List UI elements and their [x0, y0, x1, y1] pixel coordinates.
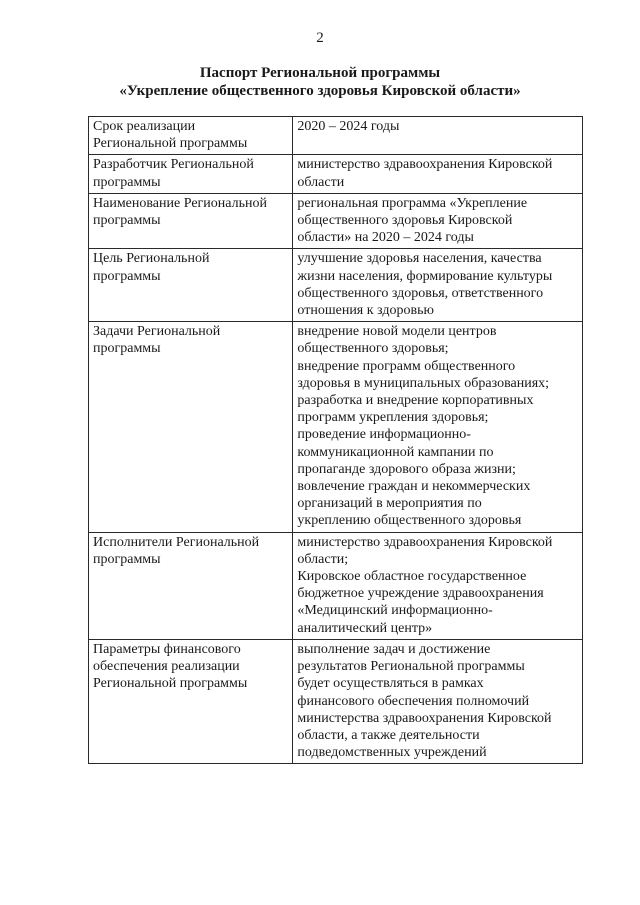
row-value-cell [293, 532, 583, 639]
row-value-line: подведомственных учреждений [297, 745, 487, 761]
row-label-cell [89, 322, 293, 532]
table-row [89, 322, 583, 532]
row-value-cell [293, 193, 583, 249]
passport-table [88, 116, 583, 764]
title-line-2: «Укрепление общественного здоровья Кировской области» [119, 83, 521, 99]
passport-table-body [89, 117, 583, 764]
table-row [89, 639, 583, 763]
table-row [89, 155, 583, 193]
row-value-line: общественного здоровья; [297, 341, 449, 357]
row-value-line: организаций в мероприятия по [297, 496, 482, 512]
row-value-line: внедрение новой модели центров [297, 324, 497, 340]
row-label-cell [89, 639, 293, 763]
row-label-line: Региональной программы [93, 676, 248, 692]
row-label-line: Исполнители Региональной [93, 534, 260, 550]
row-label-line: программы [93, 213, 161, 229]
table-row [89, 249, 583, 322]
row-value-cell [293, 639, 583, 763]
row-value-line: министерство здравоохранения Кировской [297, 534, 553, 550]
row-label-line: обеспечения реализации [93, 659, 240, 675]
row-value-line: министерство здравоохранения Кировской [297, 157, 553, 173]
row-label-line: Наименование Региональной [93, 195, 267, 211]
row-label-line: Разработчик Региональной [93, 157, 254, 173]
row-value-cell [293, 322, 583, 532]
title-line-1: Паспорт Региональной программы [199, 65, 441, 81]
row-value-line: «Медицинский информационно- [297, 603, 493, 619]
row-label-cell [89, 532, 293, 639]
document-title [0, 64, 640, 100]
row-value-line: результатов Региональной программы [297, 659, 525, 675]
row-value-line: Кировское областное государственное [297, 569, 527, 585]
row-value-line: выполнение задач и достижение [297, 641, 491, 657]
row-label-line: Цель Региональной [93, 251, 210, 267]
row-value-line: 2020 – 2024 годы [297, 119, 400, 134]
row-value-line: отношения к здоровью [297, 303, 434, 319]
row-label-line: программы [93, 341, 161, 357]
row-value-line: министерства здравоохранения Кировской [297, 710, 552, 726]
row-value-line: улучшение здоровья населения, качества [297, 251, 542, 267]
row-value-line: укреплению общественного здоровья [297, 513, 522, 529]
row-value-line: коммуникационной кампании по [297, 444, 494, 460]
row-label-line: программы [93, 268, 161, 284]
row-value-line: разработка и внедрение корпоративных [297, 393, 534, 409]
row-value-line: бюджетное учреждение здравоохранения [297, 586, 544, 602]
row-value-line: общественного здоровья, ответственного [297, 285, 544, 301]
row-value-line: программ укрепления здоровья; [297, 410, 489, 426]
row-value-line: будет осуществляться в рамках [297, 676, 484, 692]
table-row [89, 117, 583, 155]
row-label-line: Задачи Региональной [93, 324, 221, 340]
row-label-line: программы [93, 551, 161, 567]
row-value-line: внедрение программ общественного [297, 358, 516, 374]
table-row [89, 532, 583, 639]
row-label-line: программы [93, 174, 161, 190]
table-row [89, 193, 583, 249]
row-value-line: проведение информационно- [297, 427, 471, 443]
row-label-cell [89, 193, 293, 249]
row-value-line: аналитический центр» [297, 620, 433, 636]
row-value-line: общественного здоровья Кировской [297, 213, 513, 229]
row-value-cell [293, 155, 583, 193]
row-value-cell [293, 249, 583, 322]
row-label-line: Параметры финансового [93, 641, 241, 657]
row-value-line: области [297, 174, 345, 190]
row-value-line: области» на 2020 – 2024 годы [297, 230, 474, 246]
row-value-line: жизни населения, формирование культуры [297, 268, 553, 284]
row-value-line: вовлечение граждан и некоммерческих [297, 479, 531, 495]
row-label-cell [89, 155, 293, 193]
page-number: 2 [316, 30, 324, 46]
row-label-line: Срок реализации [93, 119, 196, 134]
row-value-line: области; [297, 551, 349, 567]
row-value-line: финансового обеспечения полномочий [297, 693, 530, 709]
row-label-cell [89, 117, 293, 155]
row-value-line: региональная программа «Укрепление [297, 195, 528, 211]
row-label-line: Региональной программы [93, 136, 248, 152]
row-label-cell [89, 249, 293, 322]
row-value-line: пропаганде здорового образа жизни; [297, 461, 516, 477]
row-value-line: здоровья в муниципальных образованиях; [297, 375, 550, 391]
row-value-line: области, а также деятельности [297, 727, 480, 743]
row-value-cell [293, 117, 583, 155]
